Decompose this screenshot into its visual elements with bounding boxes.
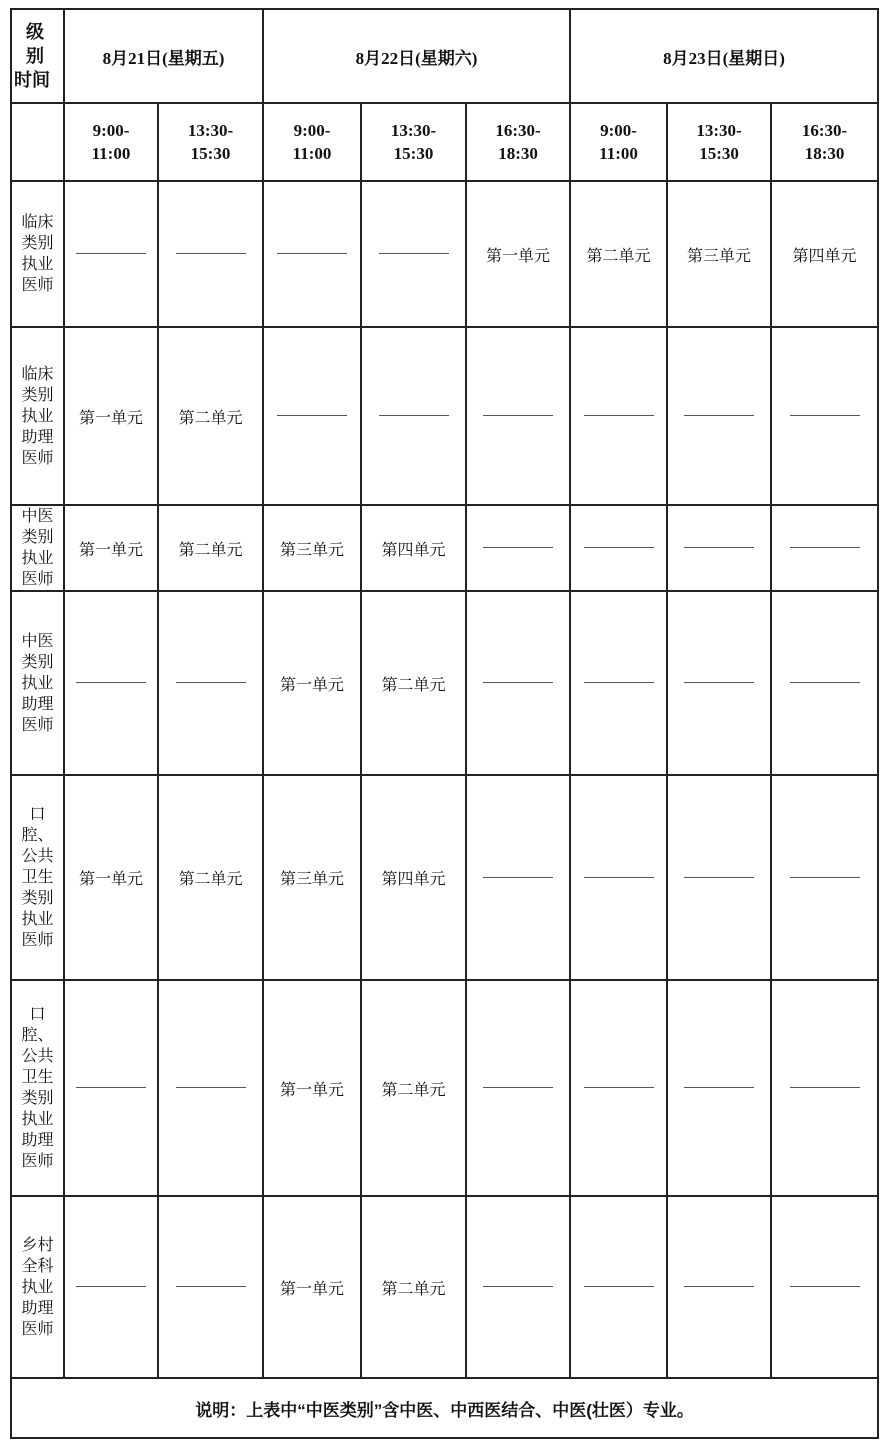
empty-dash: [277, 253, 347, 254]
category-label-line: 医师: [21, 1320, 54, 1338]
empty-slot-cell: [64, 1196, 158, 1378]
empty-dash: [76, 682, 146, 683]
category-label-line: 助理: [21, 695, 54, 713]
category-label-line: 腔、: [21, 827, 54, 844]
time-slot-end: 11:00: [599, 144, 638, 163]
date-header-row: [11, 9, 878, 103]
exam-unit-cell: 第二单元: [361, 1196, 466, 1378]
category-label-line: 公共: [21, 1048, 54, 1065]
category-label-line: 助理: [21, 1132, 54, 1149]
category-row: [11, 505, 878, 591]
empty-slot-cell: [667, 1196, 771, 1378]
category-label-line: 执业: [21, 256, 54, 273]
empty-slot-cell: [570, 591, 667, 775]
empty-slot-cell: [570, 327, 667, 505]
empty-dash: [176, 253, 246, 254]
corner-line-1: 级: [26, 22, 44, 42]
category-label-line: 临床: [21, 214, 54, 231]
note-text: 说明：上表中“中医类别”含中医、中西医结合、中医(壮医）专业。: [11, 1378, 878, 1438]
empty-dash: [277, 415, 347, 416]
category-label-line: 执业: [21, 407, 54, 425]
category-row: [11, 327, 878, 505]
exam-unit-cell: 第二单元: [361, 980, 466, 1196]
empty-slot-cell: [466, 591, 570, 775]
category-label-line: 执业: [21, 674, 54, 692]
exam-unit-cell: 第一单元: [64, 775, 158, 980]
exam-unit-cell: 第四单元: [771, 181, 878, 327]
category-row: [11, 775, 878, 980]
exam-schedule-table: [10, 8, 879, 1439]
time-slot-start: 16:30-: [801, 121, 848, 140]
corner-header: [11, 9, 64, 103]
empty-dash: [684, 877, 754, 878]
empty-dash: [483, 682, 553, 683]
category-label-line: 医师: [21, 932, 54, 949]
time-slot-2: [263, 103, 361, 181]
category-label-line: 类别: [21, 653, 54, 671]
empty-slot-cell: [570, 505, 667, 591]
category-label-line: 助理: [21, 428, 54, 446]
exam-unit-cell: 第一单元: [263, 1196, 361, 1378]
category-label-line: 中医: [21, 508, 54, 525]
category-label-line: 医师: [21, 277, 54, 294]
exam-unit-cell: 第二单元: [158, 505, 263, 591]
category-label-line: 助理: [21, 1299, 54, 1317]
category-label: [11, 505, 64, 591]
category-label-line: 执业: [21, 1278, 54, 1296]
corner-line-2: 别: [26, 46, 44, 66]
empty-slot-cell: [158, 1196, 263, 1378]
empty-slot-cell: [64, 980, 158, 1196]
time-slot-5: [570, 103, 667, 181]
time-slot-start: 13:30-: [390, 121, 437, 140]
empty-dash: [790, 547, 860, 548]
empty-dash: [483, 877, 553, 878]
empty-slot-cell: [667, 327, 771, 505]
time-slot-end: 15:30: [190, 144, 231, 163]
empty-slot-cell: [466, 505, 570, 591]
category-label-line: 类别: [21, 386, 54, 404]
category-label: [11, 327, 64, 505]
empty-dash: [176, 1087, 246, 1088]
category-label-line: 医师: [21, 1153, 54, 1170]
exam-unit-cell: 第三单元: [667, 181, 771, 327]
category-label-line: 口: [29, 1006, 46, 1023]
empty-slot-cell: [466, 980, 570, 1196]
time-slot-start: 16:30-: [495, 121, 541, 140]
time-slot-start: 9:00-: [600, 121, 637, 140]
empty-slot-cell: [570, 980, 667, 1196]
time-slot-1: [158, 103, 263, 181]
category-row: [11, 980, 878, 1196]
empty-dash: [790, 877, 860, 878]
empty-slot-cell: [263, 327, 361, 505]
category-label-line: 执业: [21, 911, 54, 928]
empty-slot-cell: [64, 591, 158, 775]
empty-slot-cell: [361, 327, 466, 505]
exam-unit-cell: 第二单元: [570, 181, 667, 327]
category-label-line: 卫生: [21, 869, 54, 886]
empty-dash: [684, 1087, 754, 1088]
category-label-line: 乡村: [21, 1236, 54, 1254]
empty-dash: [379, 253, 449, 254]
time-slot-start: 9:00-: [92, 121, 130, 140]
exam-unit-cell: 第二单元: [158, 327, 263, 505]
category-label-line: 口: [29, 806, 46, 823]
empty-slot-cell: [570, 775, 667, 980]
empty-dash: [76, 1087, 146, 1088]
empty-slot-cell: [771, 505, 878, 591]
category-row: [11, 591, 878, 775]
time-slot-end: 18:30: [804, 144, 845, 163]
category-row: [11, 1196, 878, 1378]
time-slot-blank: [11, 103, 64, 181]
category-label: [11, 980, 64, 1196]
empty-slot-cell: [466, 327, 570, 505]
exam-unit-cell: 第二单元: [361, 591, 466, 775]
category-label-line: 类别: [21, 1090, 54, 1107]
time-slot-end: 15:30: [699, 144, 739, 163]
exam-unit-cell: 第四单元: [361, 505, 466, 591]
empty-slot-cell: [466, 1196, 570, 1378]
empty-dash: [483, 547, 553, 548]
exam-unit-cell: 第一单元: [64, 505, 158, 591]
exam-unit-cell: 第四单元: [361, 775, 466, 980]
time-slot-6: [667, 103, 771, 181]
empty-dash: [76, 1286, 146, 1287]
empty-dash: [584, 682, 654, 683]
exam-unit-cell: 第一单元: [263, 980, 361, 1196]
exam-unit-cell: 第一单元: [64, 327, 158, 505]
exam-unit-cell: 第一单元: [466, 181, 570, 327]
category-label-line: 中医: [21, 632, 54, 650]
exam-unit-cell: 第三单元: [263, 505, 361, 591]
empty-slot-cell: [771, 980, 878, 1196]
time-slot-start: 13:30-: [696, 121, 742, 140]
empty-slot-cell: [158, 591, 263, 775]
exam-unit-cell: 第三单元: [263, 775, 361, 980]
empty-dash: [584, 877, 654, 878]
category-label-line: 医师: [21, 716, 54, 734]
empty-slot-cell: [570, 1196, 667, 1378]
category-label-line: 类别: [21, 890, 54, 907]
category-label-line: 公共: [21, 848, 54, 865]
time-slot-start: 13:30-: [187, 121, 234, 140]
category-label-line: 类别: [21, 235, 54, 252]
empty-dash: [684, 547, 754, 548]
empty-dash: [176, 1286, 246, 1287]
date-header-1: 8月22日(星期六): [263, 9, 570, 103]
empty-dash: [684, 415, 754, 416]
empty-dash: [176, 682, 246, 683]
exam-unit-cell: 第一单元: [263, 591, 361, 775]
time-slot-end: 18:30: [498, 144, 538, 163]
exam-unit-cell: 第二单元: [158, 775, 263, 980]
empty-dash: [379, 415, 449, 416]
category-label-line: 临床: [21, 365, 54, 383]
time-slot-end: 11:00: [292, 144, 332, 163]
empty-slot-cell: [771, 327, 878, 505]
empty-slot-cell: [771, 591, 878, 775]
empty-slot-cell: [667, 591, 771, 775]
date-header-2: 8月23日(星期日): [570, 9, 878, 103]
time-slot-end: 15:30: [393, 144, 434, 163]
category-label-line: 卫生: [21, 1069, 54, 1086]
empty-slot-cell: [771, 1196, 878, 1378]
empty-slot-cell: [771, 775, 878, 980]
time-slot-0: [64, 103, 158, 181]
empty-slot-cell: [466, 775, 570, 980]
time-slot-start: 9:00-: [293, 121, 331, 140]
time-slot-3: [361, 103, 466, 181]
category-label-line: 医师: [21, 449, 54, 467]
category-label-line: 医师: [21, 571, 54, 588]
category-row: [11, 181, 878, 327]
empty-slot-cell: [361, 181, 466, 327]
empty-dash: [790, 682, 860, 683]
empty-dash: [584, 1286, 654, 1287]
empty-dash: [483, 1087, 553, 1088]
empty-dash: [790, 415, 860, 416]
empty-slot-cell: [667, 505, 771, 591]
category-label: [11, 181, 64, 327]
corner-line-3: 时间: [14, 70, 50, 90]
category-label-line: 执业: [21, 1111, 54, 1128]
empty-slot-cell: [263, 181, 361, 327]
time-slot-4: [466, 103, 570, 181]
empty-slot-cell: [667, 980, 771, 1196]
empty-dash: [584, 1087, 654, 1088]
empty-slot-cell: [158, 181, 263, 327]
empty-slot-cell: [64, 181, 158, 327]
note-row: [11, 1378, 878, 1438]
empty-dash: [684, 682, 754, 683]
time-slot-end: 11:00: [91, 144, 131, 163]
empty-slot-cell: [158, 980, 263, 1196]
empty-dash: [483, 1286, 553, 1287]
empty-dash: [684, 1286, 754, 1287]
empty-dash: [790, 1087, 860, 1088]
category-label-line: 类别: [21, 529, 54, 546]
category-label: [11, 591, 64, 775]
date-header-0: 8月21日(星期五): [64, 9, 263, 103]
empty-dash: [483, 415, 553, 416]
empty-dash: [584, 415, 654, 416]
category-label-line: 执业: [21, 550, 54, 567]
empty-dash: [76, 253, 146, 254]
category-label: [11, 1196, 64, 1378]
category-label-line: 全科: [21, 1257, 54, 1275]
category-label: [11, 775, 64, 980]
empty-slot-cell: [667, 775, 771, 980]
empty-dash: [790, 1286, 860, 1287]
empty-dash: [584, 547, 654, 548]
category-label-line: 腔、: [21, 1027, 54, 1044]
time-slot-7: [771, 103, 878, 181]
time-slot-row: [11, 103, 878, 181]
